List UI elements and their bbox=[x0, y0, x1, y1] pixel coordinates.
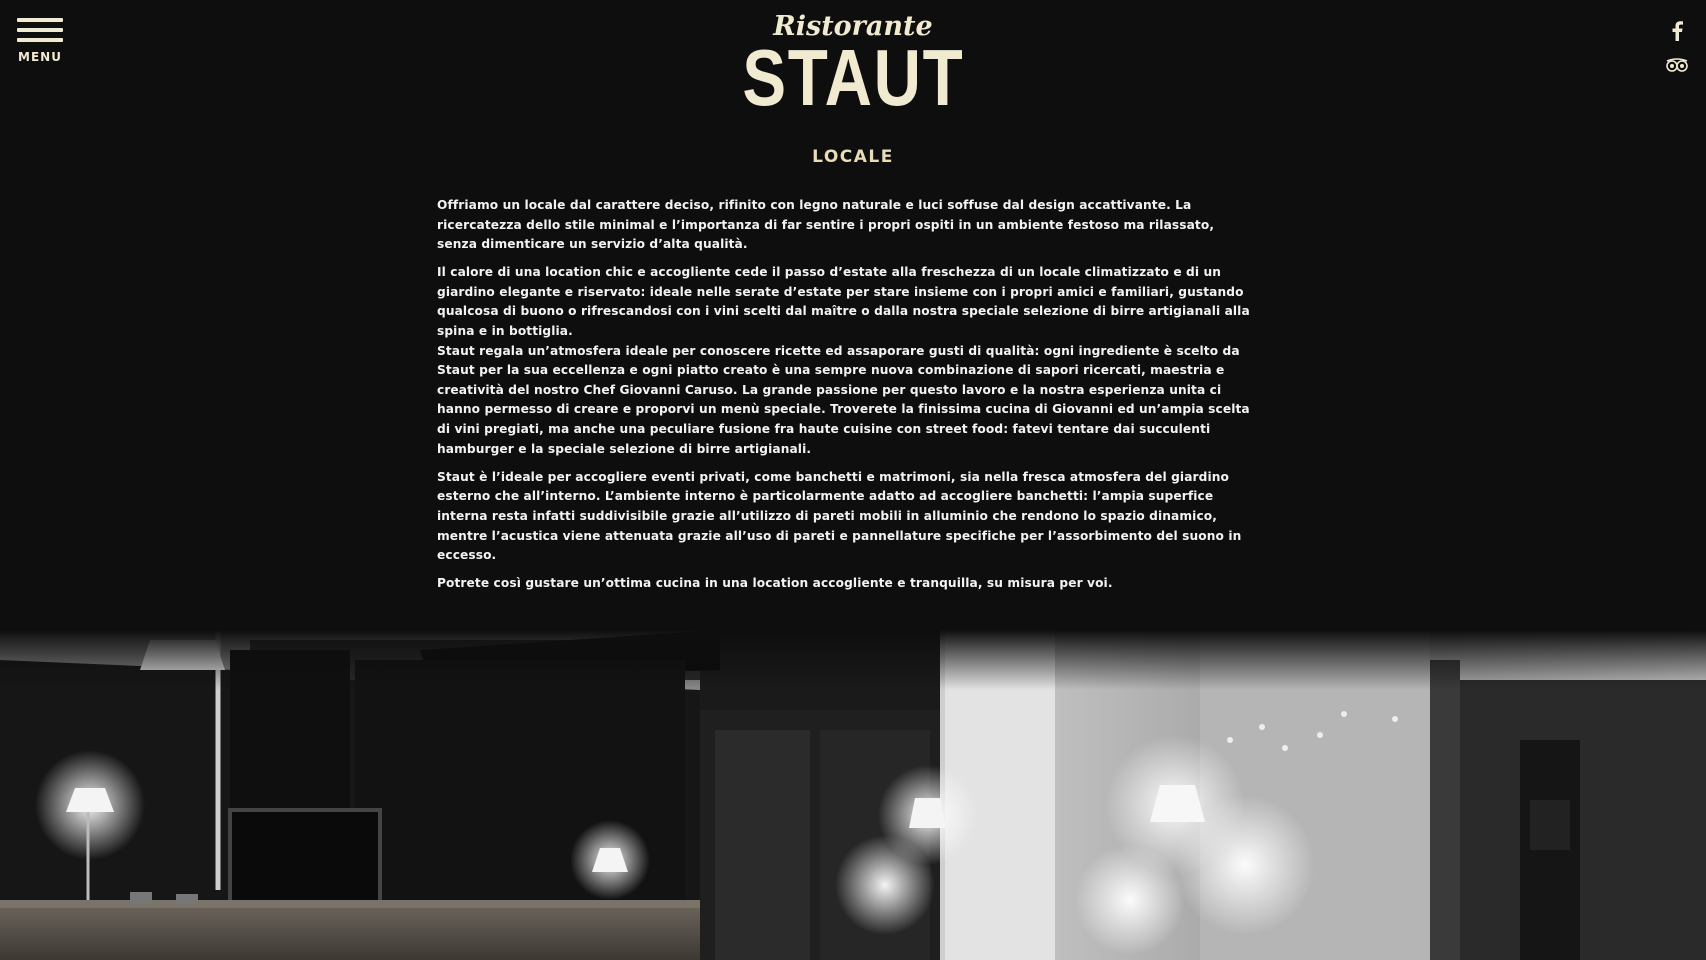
paragraph: Offriamo un locale dal carattere deciso, rifinito con legno naturale e luci soffuse dal design accattivante. La ricercatezza dello stile minimal e l’importanza di far sentire i propri ospiti in un ambiente festoso ma rilassato, senza dimenticare un servizio d’alta qualità. bbox=[437, 198, 1215, 252]
section-content bbox=[437, 196, 1257, 602]
logo-main-text: STAUT bbox=[742, 33, 964, 122]
tripadvisor-icon[interactable] bbox=[1666, 54, 1688, 76]
menu-label: MENU bbox=[18, 50, 62, 64]
logo[interactable] bbox=[0, 11, 1706, 122]
paragraph: Il calore di una location chic e accogliente cede il passo d’estate alla freschezza di un locale climatizzato e di un giardino elegante e riservato: ideale nelle serate d’estate per stare insieme con i propri amici e familiari, gustando qualcosa di buono o rifrescandosi con i vini scelti dal maître o dalla nostra speciale selezione di birre artigianali alla spina e in bottiglia. bbox=[437, 265, 1250, 339]
facebook-icon[interactable] bbox=[1666, 20, 1688, 42]
paragraph: Staut regala un’atmosfera ideale per conoscere ricette ed assaporare gusti di qualità: ogni ingrediente è scelto da Staut per la sua eccellenza e ogni piatto creato è una sempre nuova combinazione di sapori ricercati, maestria e creatività del nostro Chef Giovanni Caruso. La grande passione per questo lavoro e la nostra esperienza unita ci hanno permesso di creare e proporvi un menù speciale. Troverete la finissima cucina di Giovanni ed un’ampia scelta di vini pregiati, ma anche una peculiare fusione fra haute cuisine con street food: fatevi tentare dai succulenti hamburger e la speciale selezione di birre artigianali. bbox=[437, 343, 1250, 456]
social-links bbox=[1666, 20, 1688, 76]
interior-photo bbox=[0, 630, 1706, 960]
paragraph: Potrete così gustare un’ottima cucina in una location accogliente e tranquilla, su misura per voi. bbox=[437, 576, 1113, 591]
paragraph: Staut è l’ideale per accogliere eventi privati, come banchetti e matrimoni, sia nella fresca atmosfera del giardino esterno che all’interno. L’ambiente interno è particolarmente adatto ad accogliere banchetti: l’ampia superfice interna resta infatti suddivisibile grazie all’utilizzo di pareti mobili in alluminio che rendono lo spazio dinamico, mentre l’acustica viene attenuata grazie all’uso di pareti e pannellature specifiche per l’assorbimento del suono in eccesso. bbox=[437, 469, 1242, 563]
section-title: LOCALE bbox=[812, 147, 894, 167]
logo-script-text: Ristorante bbox=[773, 11, 933, 42]
